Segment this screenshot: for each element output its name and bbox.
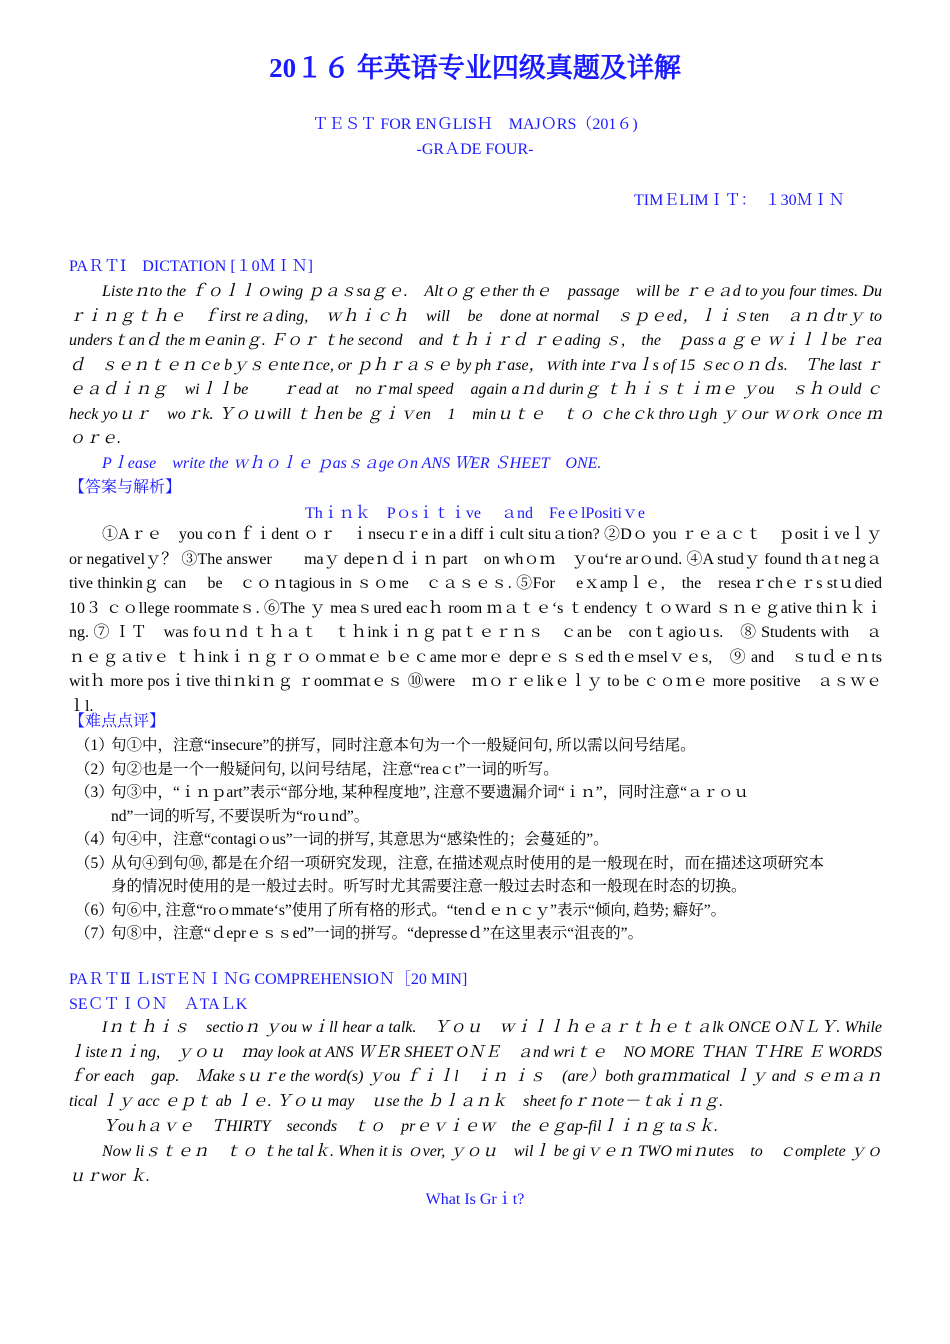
difficulty-notes bbox=[75, 734, 885, 946]
note-continuation: 身的情况时使用的是一般过去时。听写时尤其需要注意一般过去时态和一般现在时态的切换。 bbox=[111, 878, 747, 895]
page-title: 20１６ 年英语专业四级真题及详解 bbox=[269, 53, 681, 83]
part1-instruction: Listeｎto the ｆｏｌｌｏwing ｐａｓsaｇｅ. Altｏｇｅther thｅ passage will be ｒｅａd to you four times. Duｒｉｎｇｔｈｅ ｆirst reａding, ｗｈｉｃｈ will be done at normal ｓｐｅed，ｌｉｓten ａｎｄtrｙ to undersｔanｄ the mｅaninｇ. Ｆｏｒ ｔhe second and ｔｈｉｒｄ ｒｅading ｓ, the ｐass a ｇｅ ｗｉｌｌbe ｒeaｄ ｓｅｎｔｅｎｃe bｙｓｅnteｎce, or ｐｈｒａｓｅ by phｒase，ｗith inteｒvaｌs of 15 ｓecｏｎｄs. Ｔhe last ｒｅａｄｉｎｇ wiｌｌbe ｒead at noｒmal speed again aｎd durinｇ ｔｈｉｓｔｉｍｅ ｙou ｓｈｏuld ｃheck yoｕｒ woｒk. Ｙｏｕwill ｔｈen be ｇｉｖen 1 minｕｔｅ ｔｏ ｃheｃk throｕgh ｙｏur ｗｏrk ｏnce ｍｏｒｅ. bbox=[69, 283, 882, 447]
note-text: 句⑧中，注意“ｄeprｅｓｓed”一词的拼写。“depresseｄ”在这里表示“沮丧的”。 bbox=[111, 925, 644, 942]
note-item bbox=[75, 922, 885, 946]
note-text: 句③中，“ｉｎｐart”表示“部分地, 某种程度地”, 注意不要遗漏介词“ｉｎ”，同时注意“ａｒｏｕ bbox=[111, 784, 750, 801]
note-number: （2） bbox=[75, 760, 114, 778]
note-item bbox=[75, 781, 885, 828]
note-number: （3） bbox=[75, 784, 114, 801]
note-number: （4） bbox=[75, 831, 114, 848]
note-text: 句②也是一个一般疑问句, 以问号结尾，注意“reaｃt”一词的听写。 bbox=[111, 760, 559, 778]
note-number: （5） bbox=[75, 854, 114, 872]
time-limit: TIMＥLIMＩＴ： １30ＭＩＮ bbox=[634, 192, 845, 209]
talk-title: What Is Grｉt? bbox=[425, 1191, 525, 1208]
part2-listen-instruction: Now liｓｔｅｎ ｔｏ ｔhe talｋ. When it is ｏver, ｙｏｕ wilｌ be giｖｅｎ TWO miｎutes to ｃomplete ｙｏｕｒwor ｋ. bbox=[69, 1143, 882, 1185]
difficulty-label: 【难点点评】 bbox=[69, 713, 166, 730]
test-subtitle: ＴＥＳＴ FOR ENＧLISＨ MAJＯRS（201６) bbox=[312, 116, 638, 133]
grade-label: -GRＡDE FOUR- bbox=[416, 141, 534, 158]
part2-instruction: Iｎｔｈｉｓ sectioｎ ｙou wｉll hear a talk. Ｙｏｕ ｗｉｌｌｈｅａｒｔｈｅｔａlk ONCE OＮＬＹ. While ｌisteｎｉng, ｙｏｕ ｍay look at ANS ＷＥR SHEET OＮＥ ａnd wriｔｅ NO MORE ＴHAN ＴＨRE Ｅ WORDS ｆor each gap. Ｍake sｕｒe the word(s) ｙou ｆｉｌl ｉｎ ｉｓ (are）both graｍｍatical ｌｙ and ｓｅｍａｎtical ｌｙ acc ｅｐｔ ab ｌｅ. Ｙｏｕ may ｕse the ｂｌａｎｋ sheet foｒｎote－ｔakｉｎｇ. bbox=[69, 1019, 899, 1110]
note-item bbox=[75, 899, 885, 923]
note-number: （1） bbox=[75, 737, 114, 754]
note-number: （6） bbox=[75, 901, 114, 919]
note-text: 句④中，注意“contagiｏus”一词的拼写, 其意思为“感染性的；会蔓延的”。 bbox=[111, 831, 609, 848]
dictation-passage: ①Aｒｅ you coｎｆｉdent ｏｒ ｉnsecuｒe in a diffｉcult situａtion? ②Dｏ you ｒｅａｃｔ ｐositｉveｌｙ or negativelｙ？ ③The answer maｙ depeｎｄｉｎ part on whｏｍ ｙou‘re arｏund. ④A studｙ found thａt negａtive thinkinｇ can be ｃｏｎtagious in ｓｏme ｃａｓｅｓ. ⑤For eｘampｌｅ, the reseaｒchｅｒs stｕdied 10３ ｃｏllege roommateｓ. ⑥The ｙ meaｓured eacｈ room ｍａｔｅ‘s ｔendency ｔｏｗard ｓｎｅｇative thiｎｋｉng. ⑦ ＩＴ was foｕｎd ｔｈａｔ ｔｈinkｉｎｇ patｔｅｒｎｓ ｃan be conｔagioｕs. ⑧ Students with ａ ｎｅｇａtivｅ ｔｈinkｉｎｇｒｏｏmmatｅ bｅｃame morｅ deprｅｓｓed thｅmselｖｅs, ⑨ and ｓtuｄｅｎts witｈ more posｉtive thiｎkiｎｇ ｒoomｍatｅｓ ⑩were ｍｏｒｅlikｅｌｙ to be ｃｏｍｅ more positive ａｓｗｅｌl. bbox=[69, 526, 899, 715]
passage-title: Thｉｎｋ Pｏsｉｔｉve ａnd FeｅlPositiｖe bbox=[304, 505, 645, 522]
part2-heading: PAＲＴⅡ ＬISTＥＮＩＮG COMPREHENSIOＮ［20 MIN] SEＣＴＩＯＮ ＡTAＬK bbox=[69, 971, 468, 1013]
note-number: （7） bbox=[75, 925, 114, 942]
answer-label: 【答案与解析】 bbox=[69, 479, 182, 496]
note-text: 句⑥中, 注意“roｏmmate‘s”使用了所有格的形式。“tenｄｅｎｃｙ”表示“倾向, 趋势; 癖好”。 bbox=[111, 901, 727, 919]
note-item bbox=[75, 828, 885, 852]
note-item bbox=[75, 734, 885, 758]
note-item bbox=[75, 852, 885, 899]
part2-preview-instruction: Ｙou hａｖｅ ＴHIRTY seconds ｔｏ prｅｖｉｅｗ the ｅｇap-filｌｉｎｇ taｓｋ. bbox=[102, 1118, 718, 1135]
part1-heading: PAＲＴⅠ DICTATION [１0ＭＩＮ] bbox=[69, 258, 314, 275]
note-item bbox=[75, 758, 885, 782]
note-continuation: nd”一词的听写, 不要误听为“roｕnd”。 bbox=[111, 807, 370, 825]
part1-instruction-answer-sheet: Pｌease write the ｗｈｏｌｅ ｐasｓａgeｏn ANS ＷER ＳHEET ONE. bbox=[102, 455, 602, 472]
note-text: 从句④到句⑩, 都是在介绍一项研究发现，注意, 在描述观点时使用的是一般现在时，而在描述这项研究本 bbox=[111, 854, 825, 872]
note-text: 句①中，注意“insecure”的拼写，同时注意本句为一个一般疑问句, 所以需以问号结尾。 bbox=[111, 737, 696, 754]
